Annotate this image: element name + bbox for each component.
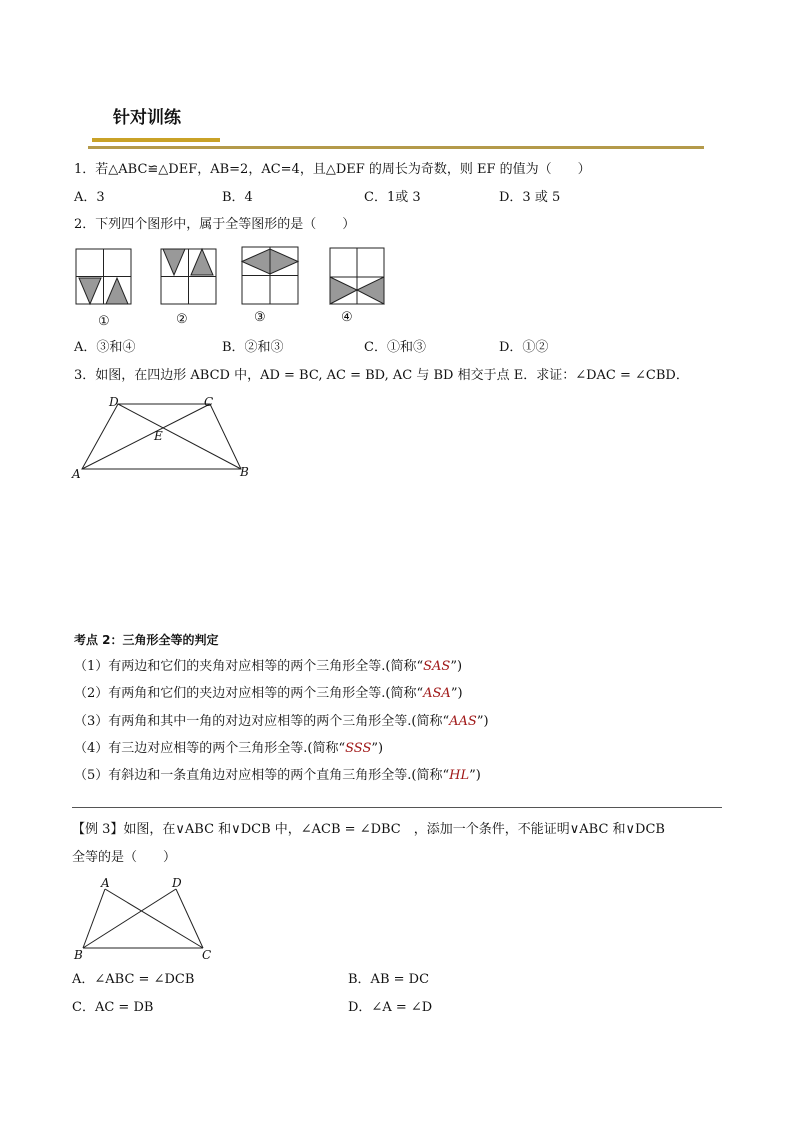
q3-point-c: C	[204, 395, 214, 409]
q1-option-c: C．1或 3	[364, 190, 421, 205]
section-title: 针对训练	[113, 108, 181, 128]
example3-point-b: B	[74, 948, 83, 962]
kaodian-item-3: （3）有两角和其中一角的对边对应相等的两个三角形全等.(简称“AAS”)	[74, 714, 489, 729]
q3-point-d: D	[109, 395, 119, 409]
q2-option-d: D．①②	[499, 340, 549, 355]
q2-figure-3	[242, 247, 298, 304]
example3-line1: 【例 3】如图，在∨ABC 和∨DCB 中，∠ACB = ∠DBC ，添加一个条件，不能证明∨ABC 和∨DCB	[72, 822, 665, 837]
q2-option-a: A．③和④	[74, 340, 136, 355]
kaodian-item-5: （5）有斜边和一条直角边对应相等的两个直角三角形全等.(简称“HL”)	[74, 768, 481, 783]
q2-figure-2	[161, 249, 216, 304]
q3-point-a: A	[72, 467, 81, 481]
title-underline-accent	[92, 138, 220, 142]
kaodian-item-2: （2）有两角和它们的夹边对应相等的两个三角形全等.(简称“ASA”)	[74, 686, 463, 701]
section-divider	[72, 807, 722, 808]
example3-option-c: C．AC = DB	[72, 1000, 154, 1015]
q1-option-d: D．3 或 5	[499, 190, 561, 205]
example3-line2: 全等的是（ ）	[72, 850, 177, 865]
q2-figure-label-3: ③	[254, 310, 266, 325]
kaodian-item-1: （1）有两边和它们的夹角对应相等的两个三角形全等.(简称“SAS”)	[74, 659, 463, 674]
q2-figure-label-2: ②	[176, 312, 188, 327]
q1-option-a: A．3	[74, 190, 105, 205]
q3-point-b: B	[240, 465, 249, 479]
q3-stem: 3．如图，在四边形 ABCD 中，AD = BC, AC = BD, AC 与 BD 相交于点 E．求证：∠DAC = ∠CBD．	[74, 368, 689, 383]
q2-figure-4	[330, 248, 384, 304]
kaodian-heading: 考点 2：三角形全等的判定	[74, 633, 219, 647]
example3-point-c: C	[202, 948, 212, 962]
q2-figure-label-4: ④	[341, 310, 353, 325]
q2-figure-1	[76, 249, 131, 304]
q2-stem: 2．下列四个图形中，属于全等图形的是（ ）	[74, 217, 356, 232]
q1-option-b: B．4	[222, 190, 253, 205]
q2-option-c: C．①和③	[364, 340, 426, 355]
q2-option-b: B．②和③	[222, 340, 284, 355]
q2-figures	[70, 244, 400, 314]
q2-figure-label-1: ①	[98, 314, 110, 329]
example3-option-a: A．∠ABC = ∠DCB	[72, 972, 195, 987]
q1-stem: 1．若△ABC≌△DEF，AB=2，AC=4，且△DEF 的周长为奇数，则 EF 的值为（ ）	[74, 162, 591, 177]
header-rule	[88, 146, 704, 149]
example3-point-a: A	[101, 876, 110, 890]
example3-option-d: D．∠A = ∠D	[348, 1000, 433, 1015]
kaodian-item-4: （4）有三边对应相等的两个三角形全等.(简称“SSS”)	[74, 741, 384, 756]
q3-point-e: E	[154, 429, 163, 443]
example3-point-d: D	[172, 876, 182, 890]
example3-option-b: B．AB = DC	[348, 972, 430, 987]
